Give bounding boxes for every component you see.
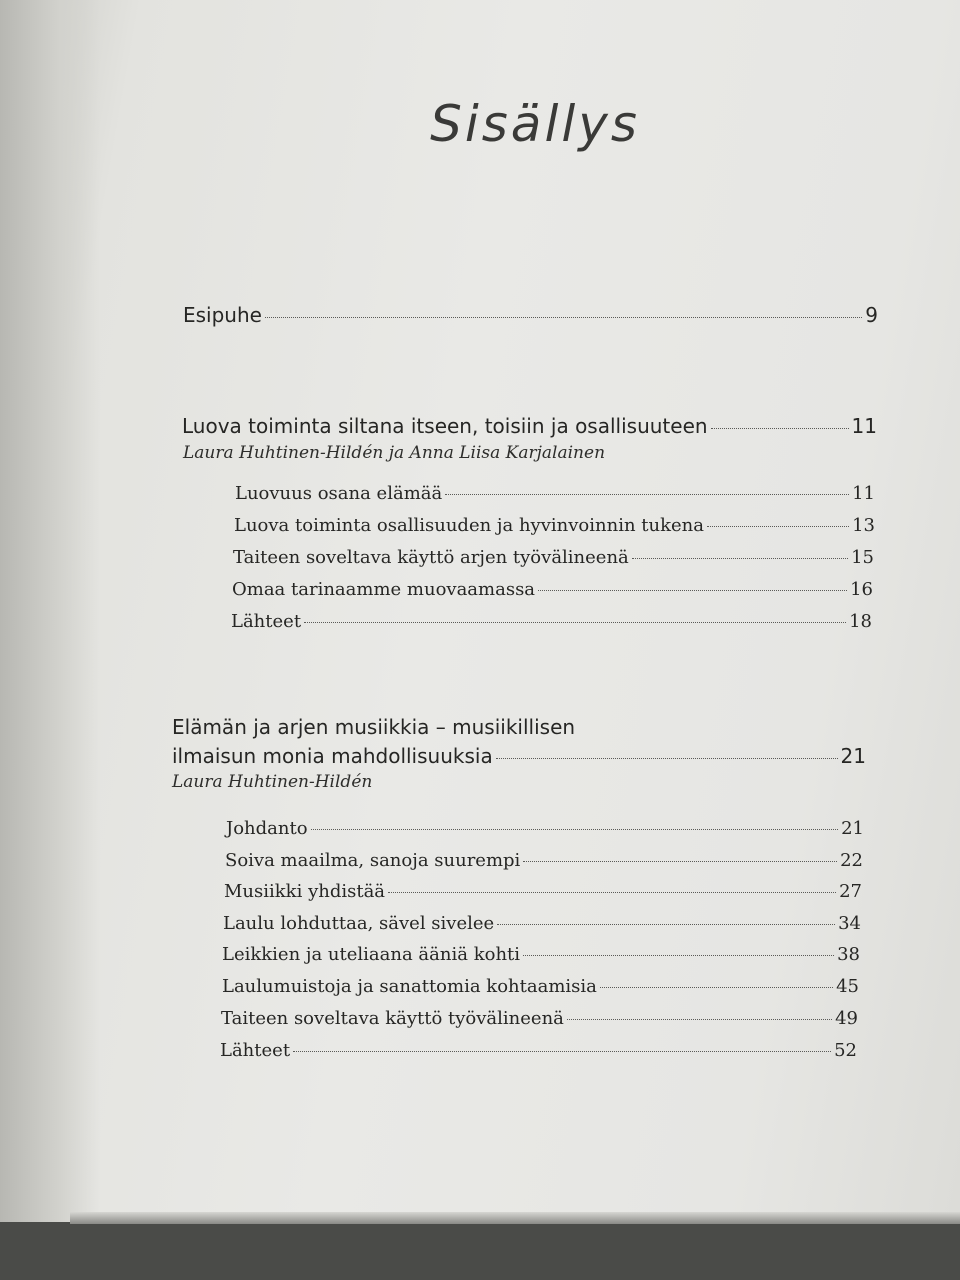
dot-leader (707, 526, 849, 527)
dot-leader (523, 861, 837, 862)
toc-chapter-2 (172, 744, 866, 768)
toc-page-number: 49 (835, 1008, 858, 1029)
dot-leader (265, 317, 862, 318)
toc-page-number: 21 (841, 818, 864, 839)
toc-entry-label: Laulu lohduttaa, sävel sivelee (223, 913, 495, 934)
toc-section (234, 515, 875, 536)
dot-leader (600, 987, 833, 988)
toc-page-number: 9 (865, 303, 878, 327)
toc-page-number: 16 (850, 579, 873, 600)
toc-entry-label: Taiteen soveltava käyttö arjen työvälineenä (233, 547, 629, 568)
toc-section (221, 1008, 858, 1029)
dot-leader (567, 1019, 832, 1020)
dot-leader (523, 955, 834, 956)
toc-page-number: 38 (837, 944, 860, 965)
toc-page-number: 22 (840, 850, 863, 871)
toc-page-number: 11 (852, 483, 875, 504)
toc-entry-label: Esipuhe (183, 303, 262, 327)
toc-entry-label: Soiva maailma, sanoja suurempi (225, 850, 521, 871)
chapter-author: Laura Huhtinen-Hildén (172, 772, 373, 792)
toc-page-number: 52 (834, 1040, 857, 1061)
toc-page-number: 15 (851, 547, 874, 568)
chapter-title-line-1: Elämän ja arjen musiikkia – musiikillisen (172, 715, 576, 739)
toc-page-number: 34 (838, 913, 861, 934)
book-spine-shadow (0, 0, 100, 1222)
toc-entry-label: Leikkien ja uteliaana ääniä kohti (222, 944, 521, 965)
dot-leader (293, 1051, 831, 1052)
toc-section (226, 818, 864, 839)
toc-entry-label: Lähteet (220, 1040, 291, 1061)
toc-section (222, 944, 860, 965)
toc-section (231, 611, 872, 632)
toc-section (222, 976, 859, 997)
toc-page-number: 21 (840, 744, 866, 768)
dot-leader (632, 558, 848, 559)
toc-entry-label: Laulumuistoja ja sanattomia kohtaamisia (222, 976, 597, 997)
toc-entry-preface (183, 303, 878, 327)
dot-leader (304, 622, 846, 623)
chapter-author: Laura Huhtinen-Hildén ja Anna Liisa Karjalainen (183, 443, 606, 463)
dot-leader (538, 590, 847, 591)
toc-entry-label: Johdanto (226, 818, 308, 839)
toc-section (220, 1040, 857, 1061)
dot-leader (388, 892, 836, 893)
toc-chapter-1 (182, 414, 877, 438)
toc-section (233, 547, 874, 568)
toc-entry-label: Omaa tarinaamme muovaamassa (232, 579, 536, 600)
page-title: Sisällys (430, 95, 640, 153)
toc-section (223, 913, 861, 934)
toc-page-number: 27 (839, 881, 862, 902)
dot-leader (311, 829, 839, 830)
chapter-title: Luova toiminta siltana itseen, toisiin ja osallisuuteen (182, 414, 708, 438)
toc-page-number: 11 (851, 414, 877, 438)
toc-section (224, 881, 862, 902)
toc-entry-label: Taiteen soveltava käyttö työvälineenä (221, 1008, 564, 1029)
toc-entry-label: Musiikki yhdistää (224, 881, 386, 902)
toc-section (235, 483, 875, 504)
toc-page-number: 18 (849, 611, 872, 632)
dot-leader (497, 924, 835, 925)
toc-entry-label: Lähteet (231, 611, 302, 632)
toc-section (225, 850, 863, 871)
toc-page-number: 13 (852, 515, 875, 536)
page-bottom-edge (70, 1212, 960, 1224)
dot-leader (711, 428, 849, 429)
toc-entry-label: Luova toiminta osallisuuden ja hyvinvoinnin tukena (234, 515, 704, 536)
toc-page-number: 45 (836, 976, 859, 997)
toc-entry-label: Luovuus osana elämää (235, 483, 443, 504)
dot-leader (496, 758, 838, 759)
toc-section (232, 579, 873, 600)
chapter-title-line-2: ilmaisun monia mahdollisuuksia (172, 744, 493, 768)
dot-leader (445, 494, 849, 495)
